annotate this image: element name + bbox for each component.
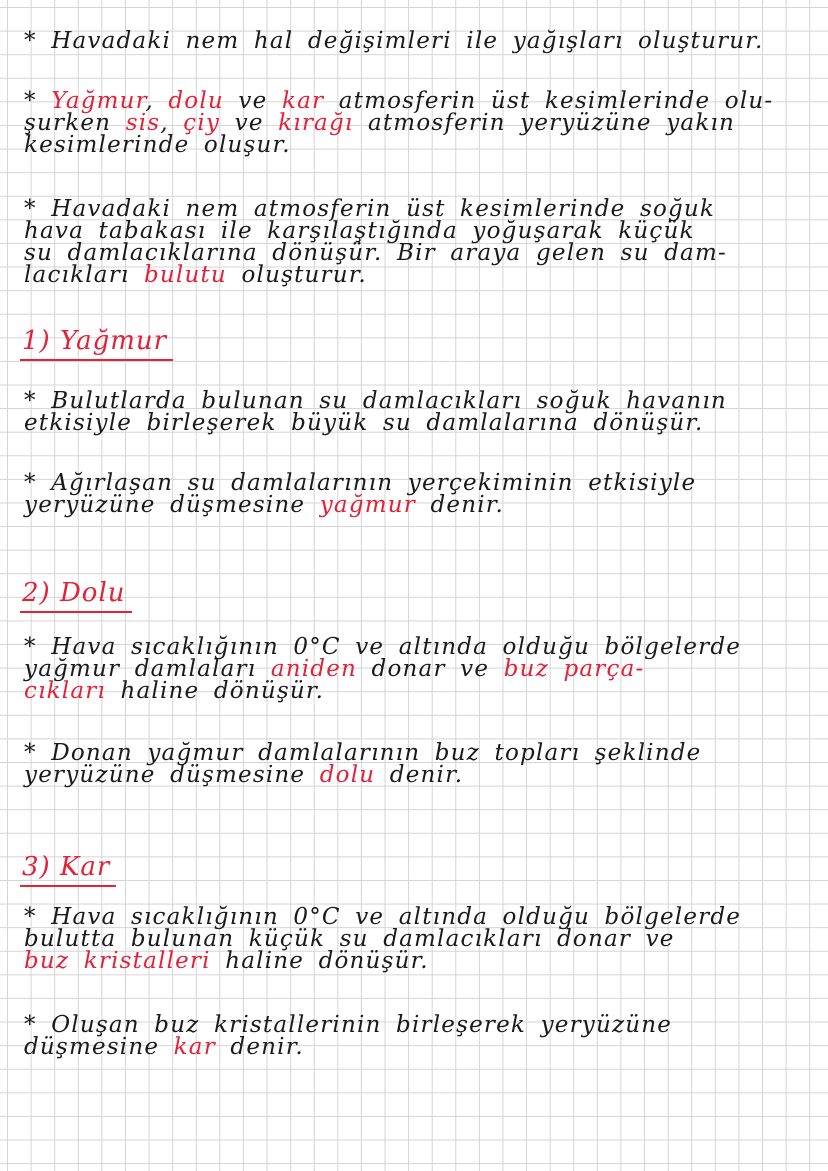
section-heading-text: 1) Yağmur <box>22 326 168 356</box>
note-line <box>24 1036 814 1058</box>
note-text: donar ve <box>357 656 504 682</box>
highlight-word: çiy <box>183 110 221 136</box>
note-text: yağmur damlaları <box>24 656 271 682</box>
highlight-word: dolu <box>168 88 224 114</box>
note-paragraph <box>24 472 814 516</box>
note-text: haline dönüşür. <box>210 948 429 974</box>
note-text: şurken <box>24 110 126 136</box>
note-text: haline dönüşür. <box>106 678 325 704</box>
highlight-word: kar <box>281 88 325 114</box>
highlight-word: dolu <box>319 762 376 788</box>
highlight-word: cıkları <box>24 678 106 704</box>
note-text: * <box>24 88 52 114</box>
note-text: atmosferin üst kesimlerinde olu- <box>324 88 774 114</box>
note-line <box>24 90 814 112</box>
heading-underline <box>20 885 116 887</box>
note-line <box>24 950 814 972</box>
highlight-word: aniden <box>270 656 358 682</box>
heading-underline <box>20 359 173 361</box>
note-line: * Havadaki nem atmosferin üst kesimlerinde soğuk <box>24 196 716 222</box>
note-paragraph <box>24 636 814 702</box>
note-line: etkisiyle birleşerek büyük su damlalarına dönüşür. <box>24 410 704 436</box>
section-heading-text: 2) Dolu <box>22 578 126 608</box>
note-paragraph <box>24 906 814 972</box>
note-paragraph <box>24 390 814 434</box>
section-heading-text: 3) Kar <box>22 852 111 882</box>
note-line <box>24 494 814 516</box>
note-line: * Donan yağmur damlalarının buz topları şeklinde <box>24 740 702 766</box>
note-line: kesimlerinde oluşur. <box>24 132 291 158</box>
note-text: , <box>160 110 184 136</box>
section-heading <box>22 852 110 882</box>
note-text: yeryüzüne düşmesine <box>24 492 320 518</box>
note-text: oluşturur. <box>226 262 367 288</box>
note-text: düşmesine <box>24 1034 174 1060</box>
note-line: * Hava sıcaklığının 0°C ve altında olduğu bölgelerde <box>24 904 742 930</box>
note-paragraph <box>24 1014 814 1058</box>
note-paragraph <box>24 90 814 156</box>
note-line: hava tabakası ile karşılaştığında yoğuşarak küçük <box>24 218 695 244</box>
highlight-word: bulutu <box>143 262 227 288</box>
note-line: bulutta bulunan küçük su damlacıkları donar ve <box>24 926 675 952</box>
note-line <box>24 764 814 786</box>
note-text: denir. <box>375 762 464 788</box>
note-line <box>24 112 814 134</box>
section-heading <box>22 578 126 608</box>
highlight-word: kar <box>173 1034 216 1060</box>
highlight-word: Yağmur <box>51 88 146 114</box>
highlight-word: kırağı <box>278 110 354 136</box>
note-line: * Ağırlaşan su damlalarının yerçekiminin etkisiyle <box>24 470 697 496</box>
note-text: denir. <box>415 492 504 518</box>
note-paragraph <box>24 198 814 286</box>
note-text: ve <box>223 88 282 114</box>
note-line: * Oluşan buz kristallerinin birleşerek yeryüzüne <box>24 1012 673 1038</box>
highlight-word: buz kristalleri <box>24 948 211 974</box>
note-text: denir. <box>215 1034 304 1060</box>
note-line: * Bulutlarda bulunan su damlacıkları soğuk havanın <box>24 388 727 414</box>
note-line <box>24 264 814 286</box>
note-line <box>24 658 814 680</box>
note-text: lacıkları <box>24 262 144 288</box>
heading-underline <box>20 611 132 613</box>
note-paragraph <box>24 30 814 52</box>
note-text: atmosferin yeryüzüne yakın <box>353 110 736 136</box>
highlight-word: yağmur <box>319 492 416 518</box>
note-line: * Havadaki nem hal değişimleri ile yağışları oluşturur. <box>24 28 764 54</box>
note-line: * Hava sıcaklığının 0°C ve altında olduğu bölgelerde <box>24 634 742 660</box>
highlight-word: sis <box>125 110 161 136</box>
note-text: , <box>145 88 169 114</box>
section-heading <box>22 326 167 356</box>
note-paragraph <box>24 742 814 786</box>
highlight-word: buz parça- <box>503 656 645 682</box>
note-text: yeryüzüne düşmesine <box>24 762 320 788</box>
note-line: su damlacıklarına dönüşür. Bir araya gelen su dam- <box>24 240 727 266</box>
note-line <box>24 680 814 702</box>
note-text: ve <box>220 110 279 136</box>
